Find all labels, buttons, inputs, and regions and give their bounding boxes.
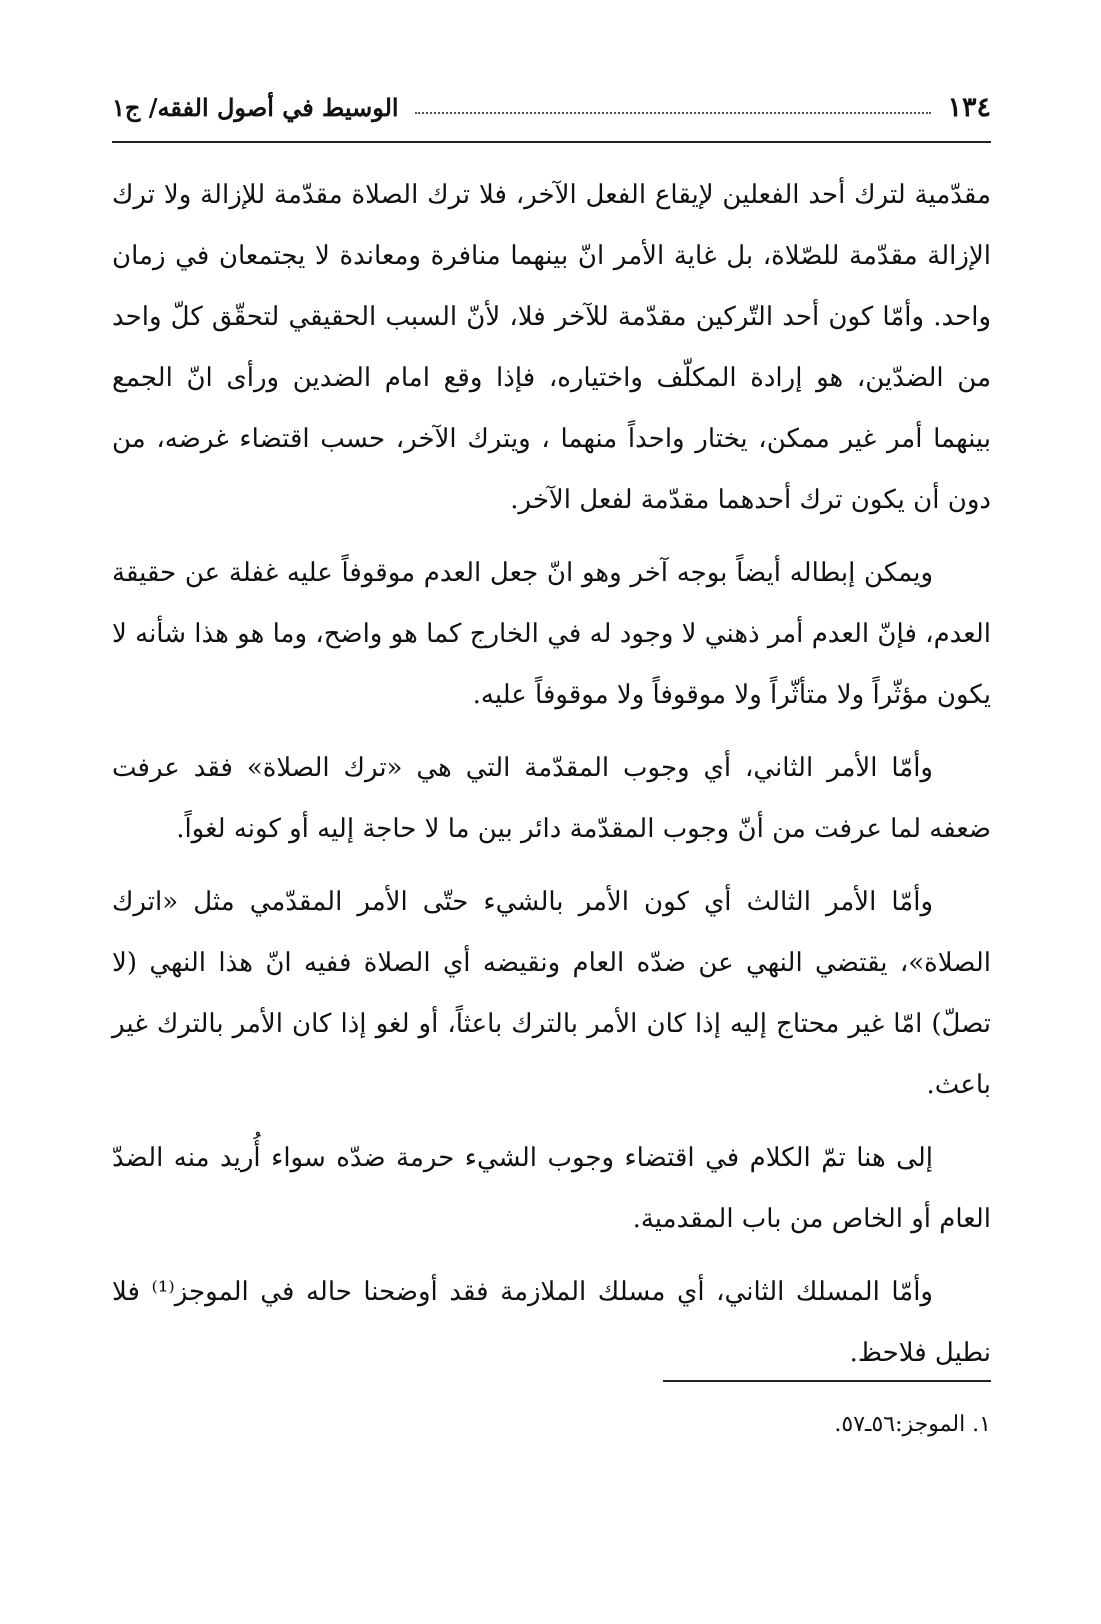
page-number: ١٣٤ — [947, 91, 991, 123]
paragraph: مقدّمية لترك أحد الفعلين لإيقاع الفعل الآخر، فلا ترك الصلاة مقدّمة للإزالة ولا ترك الإزالة مقدّمة للصّلاة، بل غاية الأمر انّ بينهما منافرة ومعاندة لا يجتمعان في زمان واحد. وأمّا كون أحد التّركين مقدّمة للآخر فلا، لأنّ السبب الحقيقي لتحقّق كلّ واحد من الضدّين، هو إرادة المكلّف واختياره، فإذا وقع امام الضدين ورأى انّ الجمع بينهما أمر غير ممكن، يختار واحداً منهما ، ويترك الآخر، حسب اقتضاء غرضه، من دون أن يكون ترك أحدهما مقدّمة لفعل الآخر. — [112, 180, 991, 515]
header-rule — [112, 141, 991, 143]
page-body — [112, 165, 991, 1396]
footnote-rule — [663, 1380, 991, 1382]
page-header — [112, 82, 991, 132]
running-title: الوسيط في أصول الفقه/ ج١ — [112, 92, 399, 122]
paragraph: وأمّا المسلك الثاني، أي مسلك الملازمة فقد أوضحنا حاله في الموجز⁽¹⁾ فلا نطيل فلاحظ. — [112, 1277, 991, 1368]
header-dotted-leader — [415, 112, 932, 114]
paragraph: إلى هنا تمّ الكلام في اقتضاء وجوب الشيء حرمة ضدّه سواء أُريد منه الضدّ العام أو الخاص من باب المقدمية. — [112, 1143, 991, 1234]
paragraph: وأمّا الأمر الثالث أي كون الأمر بالشيء حتّى الأمر المقدّمي مثل «اترك الصلاة»، يقتضي النهي عن ضدّه العام ونقيضه أي الصلاة ففيه انّ هذا النهي (لا تصلّ) امّا غير محتاج إليه إذا كان الأمر بالترك باعثاً، أو لغو إذا كان الأمر بالترك غير باعث. — [112, 887, 991, 1100]
paragraph: وأمّا الأمر الثاني، أي وجوب المقدّمة التي هي «ترك الصلاة» فقد عرفت ضعفه لما عرفت من أنّ وجوب المقدّمة دائر بين ما لا حاجة إليه أو كونه لغواً. — [112, 753, 991, 844]
paragraph: ويمكن إبطاله أيضاً بوجه آخر وهو انّ جعل العدم موقوفاً عليه غفلة عن حقيقة العدم، فإنّ العدم أمر ذهني لا وجود له في الخارج كما هو واضح، وما هو هذا شأنه لا يكون مؤثّراً ولا متأثّراً ولا موقوفاً ولا موقوفاً عليه. — [112, 558, 991, 710]
footnote: ١. الموجز:٥٦ـ٥٧. — [834, 1412, 991, 1437]
